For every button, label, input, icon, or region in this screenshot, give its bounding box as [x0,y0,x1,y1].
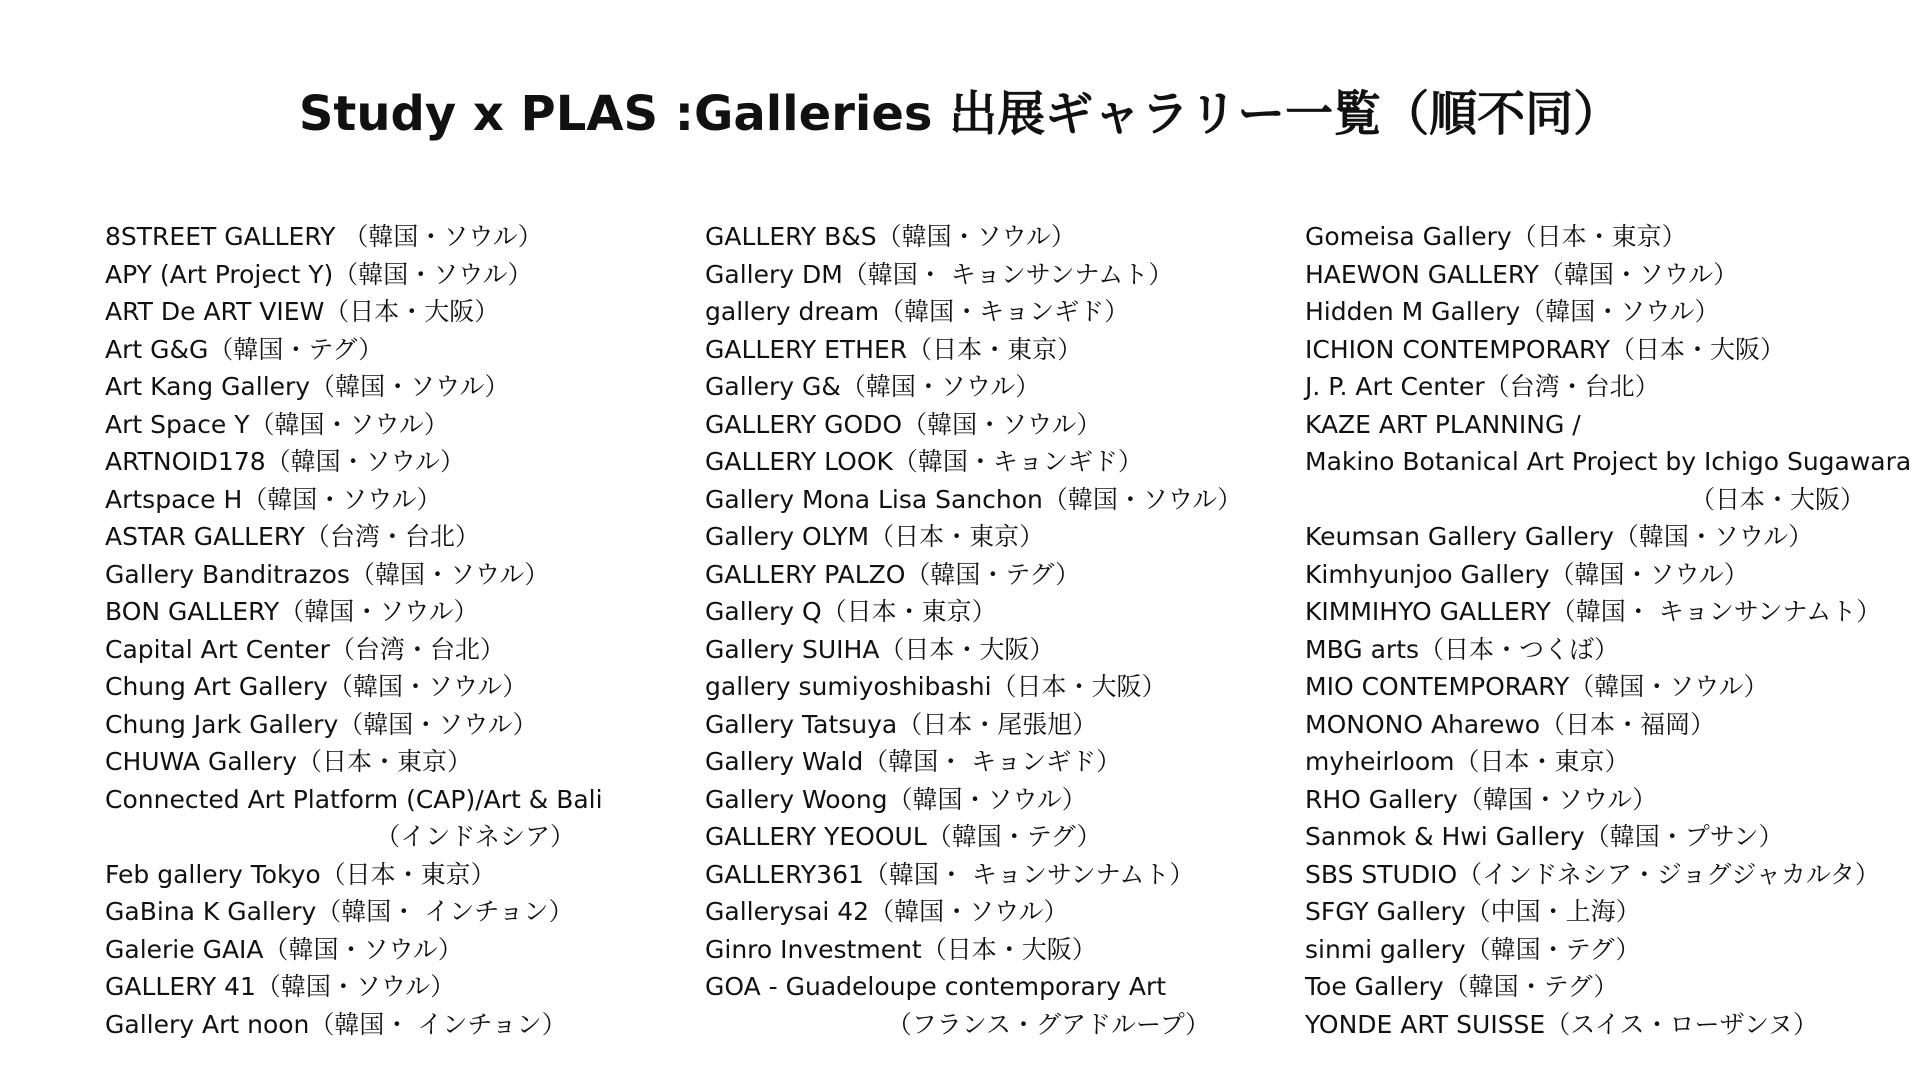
gallery-name: Gallery G&（韓国・ソウル） [705,372,1041,401]
gallery-list-item [1305,706,1885,744]
gallery-list-item [105,443,645,481]
gallery-name: Art Kang Gallery（韓国・ソウル） [105,372,510,401]
gallery-name: BON GALLERY（韓国・ソウル） [105,597,479,626]
gallery-list-item [105,556,645,594]
gallery-name: Art Space Y（韓国・ソウル） [105,409,449,439]
gallery-list-item [705,518,1245,556]
gallery-name: GALLERY LOOK（韓国・キョンギド） [705,447,1143,476]
gallery-list-item [705,481,1245,519]
gallery-name: Gallery Art noon（韓国・ インチョン） [105,1009,567,1039]
gallery-name: GALLERY361（韓国・ キョンサンナムト） [705,859,1195,889]
gallery-list-item [1305,743,1885,781]
gallery-list-item [705,443,1245,481]
gallery-list-item [1305,331,1885,369]
gallery-list-item [105,331,645,369]
gallery-list-item [705,856,1245,894]
gallery-list-item [1305,1006,1885,1044]
gallery-name: GALLERY GODO（韓国・ソウル） [705,409,1102,439]
gallery-list-item [105,481,645,519]
gallery-name: Gallery Q（日本・東京） [705,597,997,626]
gallery-name: gallery sumiyoshibashi（日本・大阪） [705,672,1167,701]
gallery-name: ART De ART VIEW（日本・大阪） [105,297,500,326]
gallery-column-3 [1305,218,1912,1043]
gallery-list-item [1305,931,1885,969]
gallery-list-item [1305,893,1885,931]
gallery-list-item [105,368,645,406]
gallery-list-item [1305,818,1885,856]
gallery-list-item [1305,218,1885,256]
gallery-name: Chung Jark Gallery（韓国・ソウル） [105,709,538,739]
gallery-list-item [105,706,645,744]
gallery-name: Feb gallery Tokyo（日本・東京） [105,859,496,889]
gallery-name: HAEWON GALLERY（韓国・ソウル） [1305,259,1739,289]
gallery-name: Art G&G（韓国・テグ） [105,334,384,364]
gallery-name: GALLERY YEOOUL（韓国・テグ） [705,822,1102,851]
gallery-list-item [705,668,1245,706]
gallery-name: SBS STUDIO（インドネシア・ジョグジャカルタ） [1305,859,1880,889]
gallery-list-item [705,968,1245,1043]
gallery-list-item [105,668,645,706]
gallery-column-1 [105,218,645,1043]
gallery-name: GALLERY ETHER（日本・東京） [705,334,1083,364]
gallery-name: MIO CONTEMPORARY（韓国・ソウル） [1305,672,1769,701]
gallery-list-item [705,893,1245,931]
gallery-location: （インドネシア） [375,822,575,851]
gallery-name: CHUWA Gallery（日本・東京） [105,747,472,776]
gallery-list-item [1305,631,1885,669]
gallery-list-item [1305,556,1885,594]
gallery-name: KIMMIHYO GALLERY（韓国・ キョンサンナムト） [1305,597,1882,626]
gallery-list-item [105,593,645,631]
gallery-name: GaBina K Gallery（韓国・ インチョン） [105,897,574,926]
gallery-name: YONDE ART SUISSE（スイス・ローザンヌ） [1305,1009,1818,1039]
gallery-name: Makino Botanical Art Project by Ichigo Sugawara [1305,447,1912,476]
gallery-list-item [1305,518,1885,556]
gallery-list-item [705,593,1245,631]
gallery-name: MONONO Aharewo（日本・福岡） [1305,709,1716,739]
gallery-list-item [705,931,1245,969]
gallery-list-item [705,631,1245,669]
gallery-name: Toe Gallery（韓国・テグ） [1305,972,1619,1001]
gallery-list-item [705,781,1245,819]
gallery-name: Gallery SUIHA（日本・大阪） [705,634,1055,664]
gallery-name: MBG arts（日本・つくば） [1305,634,1620,664]
gallery-name: Kimhyunjoo Gallery（韓国・ソウル） [1305,559,1749,589]
gallery-list-item [705,331,1245,369]
gallery-list-item [1305,406,1885,444]
gallery-list-item [105,518,645,556]
gallery-list-item [705,368,1245,406]
gallery-name: Chung Art Gallery（韓国・ソウル） [105,672,528,701]
gallery-name: Galerie GAIA（韓国・ソウル） [105,934,463,964]
gallery-list-item [1305,293,1885,331]
gallery-name: Gallery OLYM（日本・東京） [705,522,1045,551]
gallery-name: SFGY Gallery（中国・上海） [1305,897,1641,926]
gallery-list-item [705,256,1245,294]
gallery-name: Gallery Wald（韓国・ キョンギド） [705,747,1122,776]
gallery-list-item [105,256,645,294]
gallery-name: GALLERY PALZO（韓国・テグ） [705,559,1081,589]
gallery-list-item [1305,368,1885,406]
gallery-name: ASTAR GALLERY（台湾・台北） [105,522,480,551]
gallery-list-item [705,743,1245,781]
page-title: Study x PLAS :Galleries 出展ギャラリー一覧（順不同） [298,86,1622,142]
gallery-list-item [1305,781,1885,819]
gallery-name: Hidden M Gallery（韓国・ソウル） [1305,297,1720,326]
gallery-list-item [1305,968,1885,1006]
gallery-name: Gallerysai 42（韓国・ソウル） [705,897,1069,926]
gallery-list-item [1305,593,1885,631]
gallery-name: Gomeisa Gallery（日本・東京） [1305,222,1687,251]
gallery-list-item [1305,256,1885,294]
gallery-list-item [105,1006,645,1044]
gallery-list-item [105,743,645,781]
gallery-list-item [105,893,645,931]
gallery-list-item [705,818,1245,856]
gallery-name: GALLERY B&S（韓国・ソウル） [705,222,1076,251]
gallery-name: GOA - Guadeloupe contemporary Art [705,972,1167,1001]
gallery-list-item [105,218,645,256]
gallery-name: ARTNOID178（韓国・ソウル） [105,447,465,476]
gallery-name: Artspace H（韓国・ソウル） [105,484,442,514]
gallery-column-2 [705,218,1245,1043]
gallery-name: Connected Art Platform (CAP)/Art & Bali [105,784,603,814]
gallery-name: Gallery Mona Lisa Sanchon（韓国・ソウル） [705,484,1243,514]
gallery-name: Capital Art Center（台湾・台北） [105,634,505,664]
gallery-list-item [105,931,645,969]
gallery-name: Gallery DM（韓国・ キョンサンナムト） [705,259,1174,289]
gallery-list-item [705,556,1245,594]
gallery-name: RHO Gallery（韓国・ソウル） [1305,784,1658,814]
gallery-name: ICHION CONTEMPORARY（日本・大阪） [1305,334,1786,364]
gallery-name: Gallery Woong（韓国・ソウル） [705,784,1087,814]
gallery-name: Keumsan Gallery Gallery（韓国・ソウル） [1305,522,1814,551]
gallery-list-item [105,856,645,894]
gallery-name: APY (Art Project Y)（韓国・ソウル） [105,259,533,289]
gallery-list-item [705,706,1245,744]
gallery-list-item [105,406,645,444]
gallery-list-item [105,968,645,1006]
gallery-name: Ginro Investment（日本・大阪） [705,934,1097,964]
gallery-location: （フランス・グアドループ） [886,1009,1210,1039]
gallery-name: Gallery Tatsuya（日本・尾張旭） [705,709,1098,739]
gallery-list-item [705,406,1245,444]
gallery-location: （日本・大阪） [1689,484,1865,514]
gallery-list-item [705,218,1245,256]
gallery-name: gallery dream（韓国・キョンギド） [705,297,1130,326]
gallery-name: GALLERY 41（韓国・ソウル） [105,972,456,1001]
gallery-list-item [1305,443,1912,518]
gallery-list-item [105,631,645,669]
gallery-list-item [105,293,645,331]
gallery-list-item [1305,668,1885,706]
gallery-name: sinmi gallery（韓国・テグ） [1305,934,1641,964]
gallery-name: J. P. Art Center（台湾・台北） [1305,372,1660,401]
gallery-name: Gallery Banditrazos（韓国・ソウル） [105,559,550,589]
gallery-name: 8STREET GALLERY （韓国・ソウル） [105,222,543,251]
gallery-name: KAZE ART PLANNING / [1305,409,1581,439]
gallery-list-item [705,293,1245,331]
gallery-name: myheirloom（日本・東京） [1305,747,1630,776]
gallery-list-item [1305,856,1885,894]
gallery-list-item [105,781,645,856]
gallery-name: Sanmok & Hwi Gallery（韓国・プサン） [1305,822,1784,851]
